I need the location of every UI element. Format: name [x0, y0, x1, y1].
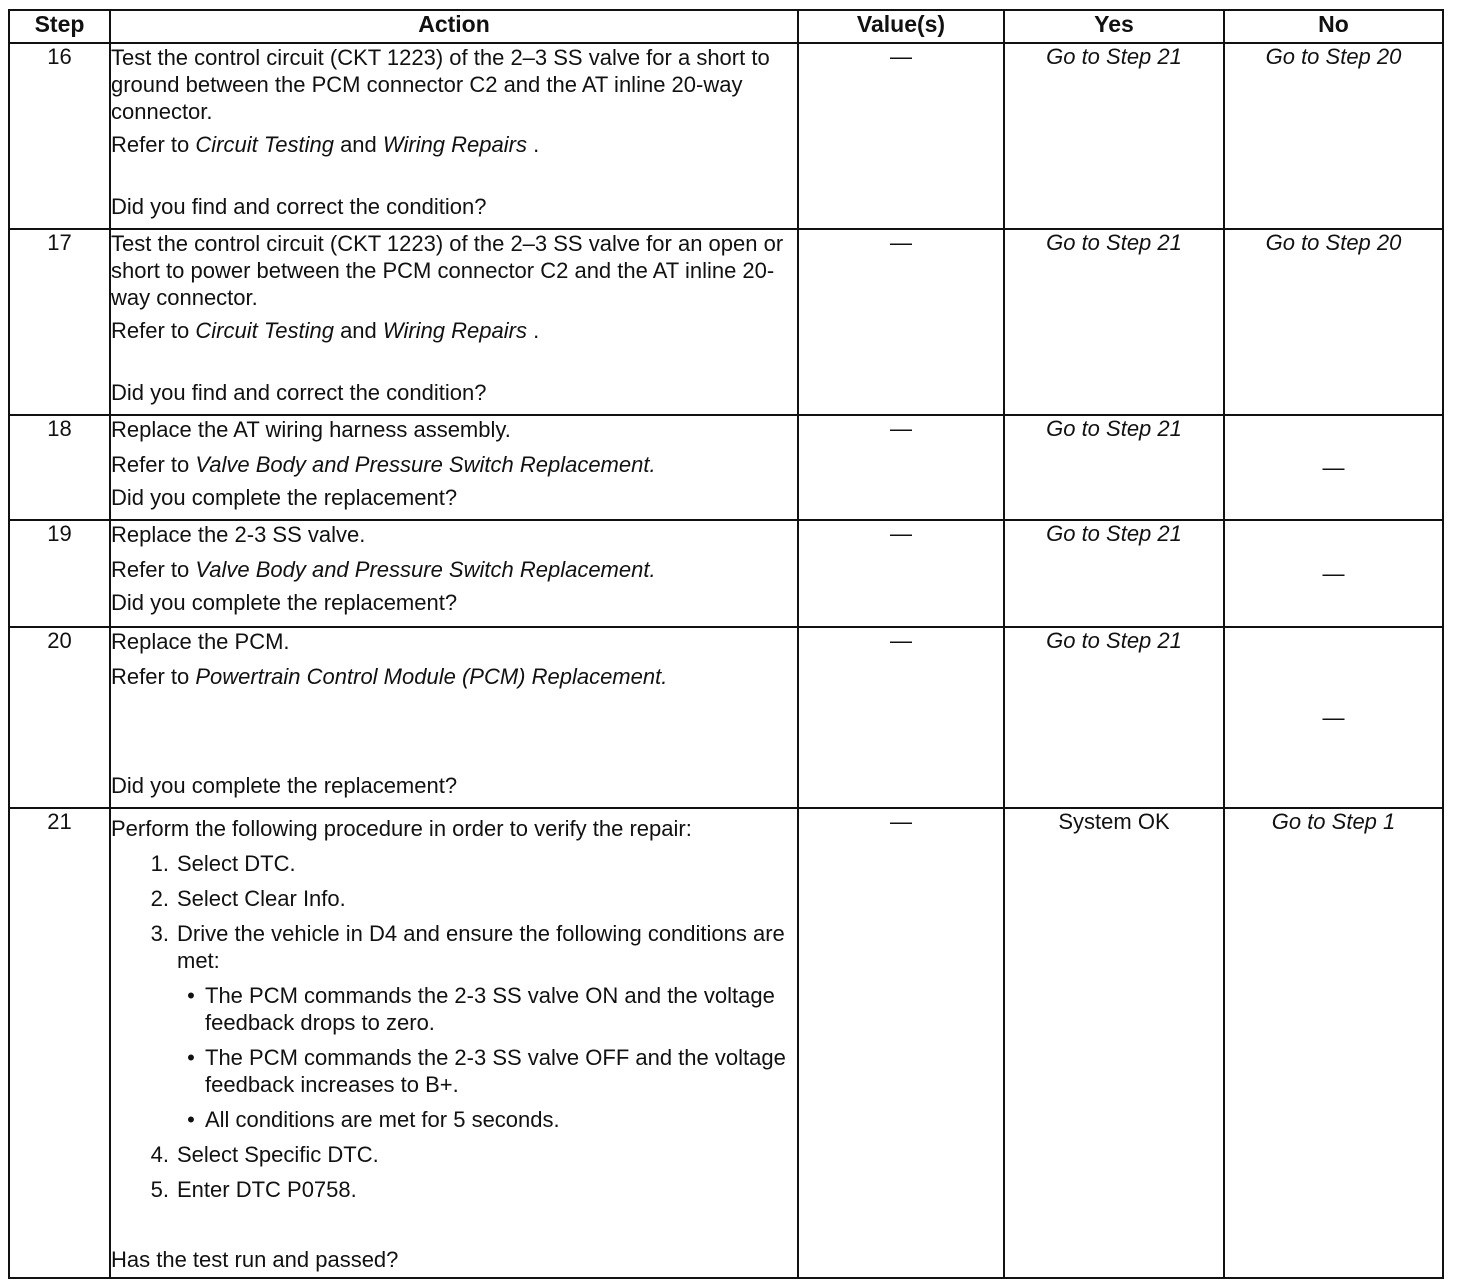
no-cell: — — [1224, 415, 1443, 520]
header-action: Action — [110, 10, 798, 43]
bullet-item: • The PCM commands the 2-3 SS valve ON and the voltage feedback drops to zero. — [111, 982, 797, 1036]
value-cell: — — [798, 229, 1004, 415]
question-text: Did you complete the replacement? — [111, 773, 458, 798]
bullet-icon: • — [187, 1107, 195, 1132]
action-cell — [110, 43, 798, 229]
step-number: 20 — [9, 627, 110, 808]
yes-cell: Go to Step 21 — [1004, 229, 1224, 415]
header-no: No — [1224, 10, 1443, 43]
value-cell: — — [798, 43, 1004, 229]
no-cell: Go to Step 20 — [1224, 43, 1443, 229]
table-row — [9, 627, 1443, 808]
list-item: 4. Select Specific DTC. — [150, 1142, 379, 1167]
list-item: 5. Enter DTC P0758. — [150, 1177, 357, 1202]
question-text: Did you complete the replacement? — [111, 485, 458, 510]
value-cell: — — [798, 520, 1004, 627]
step-number: 16 — [9, 43, 110, 229]
action-cell — [110, 808, 798, 1278]
question-text: Did you find and correct the condition? — [111, 380, 487, 405]
table-row — [9, 229, 1443, 415]
table-row — [9, 43, 1443, 229]
bullet-item: • All conditions are met for 5 seconds. — [111, 1106, 797, 1133]
header-yes: Yes — [1004, 10, 1224, 43]
action-text: Test the control circuit (CKT 1223) of the 2–3 SS valve for an open or short to power between the PCM connector C2 and the AT inline 20-way connector. — [111, 231, 784, 310]
action-text: Replace the AT wiring harness assembly. — [111, 417, 511, 442]
step-number: 18 — [9, 415, 110, 520]
list-item: 3. Drive the vehicle in D4 and ensure the following conditions are met: — [150, 921, 785, 973]
yes-cell: Go to Step 21 — [1004, 415, 1224, 520]
action-text: Replace the PCM. — [111, 629, 290, 654]
action-cell — [110, 229, 798, 415]
no-cell: Go to Step 20 — [1224, 229, 1443, 415]
refer-text: Refer to Valve Body and Pressure Switch Replacement. — [111, 452, 656, 477]
table-row — [9, 520, 1443, 627]
no-cell: Go to Step 1 — [1224, 808, 1443, 1278]
action-cell — [110, 415, 798, 520]
table-row — [9, 415, 1443, 520]
yes-cell: System OK — [1004, 808, 1224, 1278]
refer-text: Refer to Circuit Testing and Wiring Repairs . — [111, 132, 540, 157]
step-number: 21 — [9, 808, 110, 1278]
action-text: Replace the 2-3 SS valve. — [111, 522, 366, 547]
value-cell: — — [798, 808, 1004, 1278]
value-cell: — — [798, 627, 1004, 808]
header-step: Step — [9, 10, 110, 43]
yes-cell: Go to Step 21 — [1004, 627, 1224, 808]
no-cell: — — [1224, 627, 1443, 808]
bullet-icon: • — [187, 983, 195, 1008]
header-row — [9, 10, 1443, 43]
question-text: Has the test run and passed? — [111, 1247, 399, 1272]
step-number: 17 — [9, 229, 110, 415]
action-text: Perform the following procedure in order to verify the repair: — [111, 816, 692, 841]
question-text: Did you complete the replacement? — [111, 590, 458, 615]
action-cell — [110, 520, 798, 627]
list-item: 1. Select DTC. — [150, 851, 296, 876]
value-cell: — — [798, 415, 1004, 520]
table-row — [9, 808, 1443, 1278]
refer-text: Refer to Powertrain Control Module (PCM) Replacement. — [111, 664, 668, 689]
action-cell — [110, 627, 798, 808]
no-cell: — — [1224, 520, 1443, 627]
yes-cell: Go to Step 21 — [1004, 520, 1224, 627]
yes-cell: Go to Step 21 — [1004, 43, 1224, 229]
action-text: Test the control circuit (CKT 1223) of the 2–3 SS valve for a short to ground between the PCM connector C2 and the AT inline 20-way connector. — [111, 45, 770, 124]
step-number: 19 — [9, 520, 110, 627]
bullet-item: • The PCM commands the 2-3 SS valve OFF and the voltage feedback increases to B+. — [111, 1044, 797, 1098]
header-values: Value(s) — [798, 10, 1004, 43]
bullet-icon: • — [187, 1045, 195, 1070]
question-text: Did you find and correct the condition? — [111, 194, 487, 219]
diagnostic-table — [8, 9, 1444, 1279]
refer-text: Refer to Valve Body and Pressure Switch Replacement. — [111, 557, 656, 582]
list-item: 2. Select Clear Info. — [150, 886, 346, 911]
refer-text: Refer to Circuit Testing and Wiring Repairs . — [111, 318, 540, 343]
